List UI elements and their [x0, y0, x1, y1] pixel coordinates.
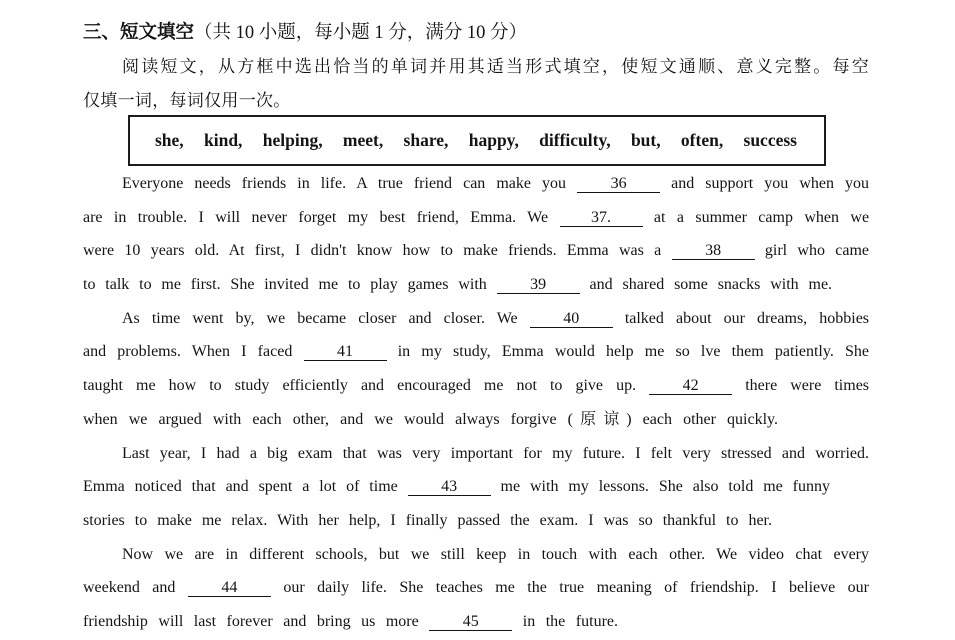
line-text: friendship will last forever and bring us more [83, 612, 419, 630]
passage-line [83, 403, 778, 437]
section-scoring-info: （共 10 小题，每小题 1 分，满分 10 分） [194, 23, 528, 43]
line-text: and problems. When I faced [83, 343, 293, 361]
word-option: but, [630, 130, 661, 150]
line-text: stories to make me relax. With her help, I finally passed the exam. I was so thankful to her. [83, 511, 772, 529]
instructions-line-2: 仅填一词，每词仅用一次。 [83, 90, 291, 110]
passage-line [83, 369, 869, 403]
section-title [83, 16, 527, 50]
word-option: kind, [204, 130, 243, 150]
line-text: are in trouble. I will never forget my best friend, Emma. We [83, 208, 549, 226]
line-text: our daily life. She teaches me the true meaning of friendship. I believe our [283, 579, 870, 597]
passage-line [83, 302, 869, 336]
passage-line [83, 201, 869, 235]
line-text: girl who came [764, 242, 870, 260]
passage-line [83, 437, 869, 471]
passage-line [83, 234, 869, 268]
line-text: me with my lessons. She also told me funny [500, 478, 830, 496]
answer-blank: 40 [530, 311, 613, 328]
section-heading: 三、短文填空 [83, 23, 195, 43]
line-text: in my study, Emma would help me so lve them patiently. She [397, 343, 870, 361]
word-box [128, 115, 826, 166]
answer-blank: 43 [408, 479, 491, 496]
passage-line [83, 538, 869, 572]
answer-blank: 38 [672, 243, 755, 260]
passage-line [83, 335, 869, 369]
paragraph-3 [83, 437, 869, 538]
answer-blank: 39 [497, 277, 580, 294]
line-text: when we argued with each other, and we would always forgive (原谅) each other quickly. [83, 410, 778, 428]
paragraph-2 [83, 302, 869, 437]
instructions-line-1: 阅读短文，从方框中选出恰当的单词并用其适当形式填空，使短文通顺、意义完整。每空 [122, 57, 869, 76]
word-option: helping, [262, 130, 323, 150]
answer-blank: 41 [304, 344, 387, 361]
line-text: in the future. [522, 612, 619, 630]
word-option: meet, [342, 130, 384, 150]
answer-blank: 45 [429, 614, 512, 631]
passage-line [83, 504, 772, 538]
word-option: happy, [468, 130, 519, 150]
instructions [83, 50, 869, 117]
word-option: often, [680, 130, 724, 150]
line-text: there were times [745, 377, 870, 395]
passage-line [83, 167, 869, 201]
passage-line [83, 470, 830, 504]
answer-blank: 42 [649, 378, 732, 395]
line-text: Last year, I had a big exam that was very important for my future. I felt very stressed and worried. [122, 444, 869, 462]
line-text: and shared some snacks with me. [589, 276, 833, 294]
line-text: Now we are in different schools, but we still keep in touch with each other. We video chat every [122, 545, 869, 563]
word-option: she, [155, 130, 184, 150]
line-text: Everyone needs friends in life. A true friend can make you [122, 175, 567, 192]
line-text: to talk to me first. She invited me to play games with [83, 276, 487, 294]
word-option: share, [403, 130, 449, 150]
answer-blank: 36 [577, 176, 660, 193]
line-text: Emma noticed that and spent a lot of time [83, 478, 398, 496]
line-text: talked about our dreams, hobbies [624, 309, 870, 327]
answer-blank: 44 [188, 580, 271, 597]
line-text: As time went by, we became closer and closer. We [122, 309, 518, 327]
line-text: and support you when you [671, 175, 870, 192]
word-option: success [743, 130, 797, 150]
passage-line [83, 605, 618, 639]
passage-line [83, 571, 869, 605]
passage [83, 167, 869, 639]
line-text: taught me how to study efficiently and encouraged me not to give up. [83, 377, 637, 395]
line-text: were 10 years old. At first, I didn't know how to make friends. Emma was a [83, 242, 662, 260]
line-text: weekend and [83, 579, 176, 597]
answer-blank: 37. [560, 210, 643, 227]
line-text: at a summer camp when we [653, 208, 870, 226]
word-option: difficulty, [539, 130, 611, 150]
paragraph-1 [83, 167, 869, 302]
paragraph-4 [83, 538, 869, 639]
passage-line [83, 268, 832, 302]
